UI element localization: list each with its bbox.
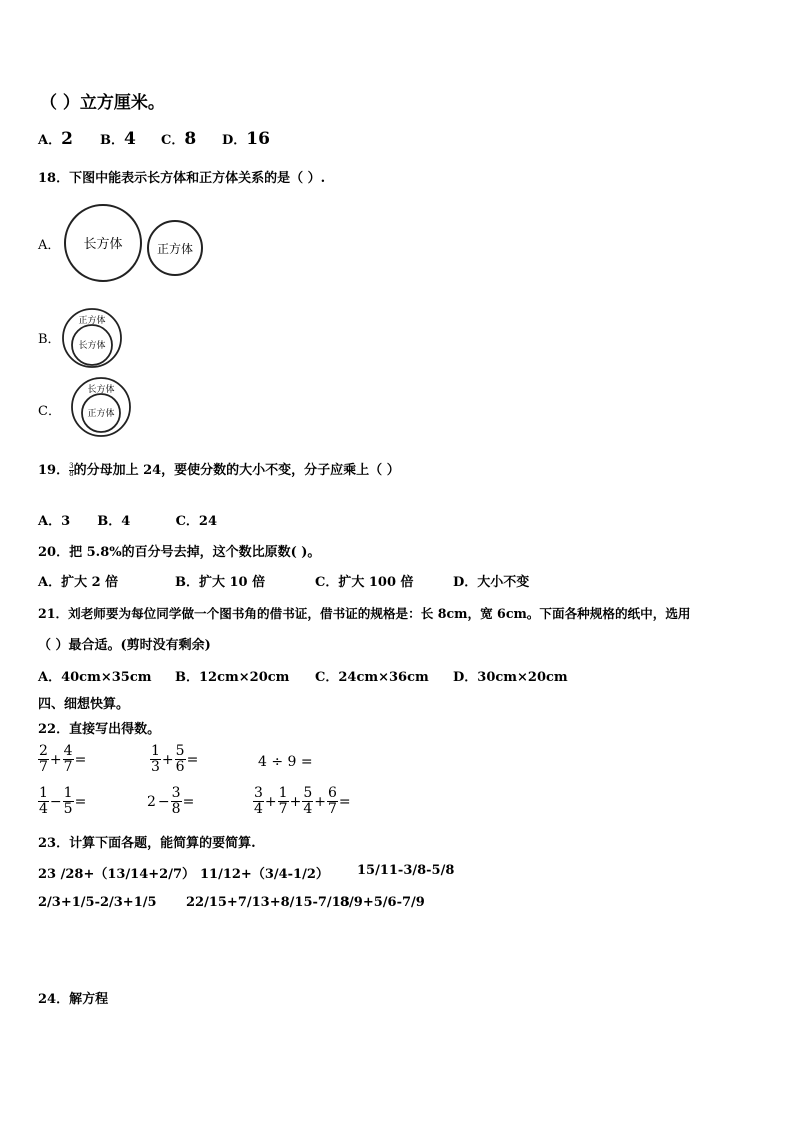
venn-diagram-a — [62, 200, 207, 285]
q21-option-a[interactable]: A．40cm×35cm — [38, 670, 152, 685]
cube-label: 正方体 — [87, 409, 115, 419]
venn-diagram-c — [70, 376, 132, 438]
q17-option-a[interactable]: A．2 — [38, 129, 73, 149]
section-heading: 四、细想快算。 — [38, 697, 130, 712]
q23-stem: 23．计算下面各题，能简算的要简算. — [38, 836, 256, 851]
q20-stem: 20．把 5.8%的百分号去掉，这个数比原数( )。 — [38, 545, 321, 560]
q23-item-3: 15/11-3/8-5/8 — [357, 863, 455, 878]
q20-option-c[interactable]: C．扩大 100 倍 — [315, 575, 414, 590]
q22-expr-3: 4 ÷ 9 = — [258, 754, 313, 770]
q24-stem: 24．解方程 — [38, 992, 109, 1007]
q23-item-4: 2/3+1/5-2/3+1/5 — [38, 895, 157, 910]
cuboid-label: 长方体 — [87, 385, 115, 395]
q18-stem: 18．下图中能表示长方体和正方体关系的是（ ）. — [38, 171, 326, 186]
q17-option-c[interactable]: C．8 — [161, 129, 197, 149]
q21-option-d[interactable]: D．30cm×20cm — [453, 670, 568, 685]
q23-item-2: 11/12+（3/4-1/2） — [200, 867, 329, 882]
q17-option-d[interactable]: D．16 — [222, 129, 270, 149]
q20-option-b[interactable]: B．扩大 10 倍 — [175, 575, 266, 590]
q22-expr-4: $\frac{1}{4}$ − $\frac{1}{5}$ = — [39, 785, 87, 817]
fraction-3-8: $\frac{3}{8}$ — [69, 462, 74, 478]
venn-diagram-b — [60, 308, 126, 368]
q18-option-b[interactable]: B． — [38, 332, 61, 347]
q23-item-5: 22/15+7/13+8/15-7/13 — [186, 895, 350, 910]
q21-option-c[interactable]: C．24cm×36cm — [315, 670, 429, 685]
q22-expr-1: $\frac{2}{7}$ + $\frac{4}{7}$ = — [39, 743, 87, 775]
q22-expr-2: $\frac{1}{3}$ + $\frac{5}{6}$ = — [151, 743, 199, 775]
q20-option-d[interactable]: D．大小不变 — [453, 575, 530, 590]
q18-option-a[interactable]: A． — [38, 238, 61, 253]
q18-option-c[interactable]: C． — [38, 404, 61, 419]
cube-label: 正方体 — [78, 316, 106, 326]
q22-stem: 22．直接写出得数。 — [38, 722, 161, 737]
q21-line2: （ ）最合适。(剪时没有剩余) — [38, 638, 211, 653]
cube-label: 正方体 — [156, 242, 194, 256]
q19-options[interactable]: A．3 B．4 C．24 — [38, 514, 218, 529]
q22-expr-5: 2 − $\frac{3}{8}$ = — [147, 785, 195, 817]
q23-item-6: 8/9+5/6-7/9 — [340, 895, 425, 910]
cuboid-label: 长方体 — [83, 237, 123, 252]
q17-tail: （ ）立方厘米。 — [40, 93, 165, 113]
q22-expr-6: $\frac{3}{4}$ + $\frac{1}{7}$ + $\frac{5}{4}$ + $\frac{6}{7}$ = — [254, 785, 351, 817]
q21-option-b[interactable]: B．12cm×20cm — [175, 670, 290, 685]
cuboid-label: 长方体 — [78, 341, 106, 351]
q21-line1: 21．刘老师要为每位同学做一个图书角的借书证，借书证的规格是：长 8cm，宽 6cm。下面各种规格的纸中，选用 — [38, 606, 691, 621]
q20-option-a[interactable]: A．扩大 2 倍 — [38, 575, 119, 590]
q17-option-b[interactable]: B．4 — [100, 129, 136, 149]
q23-item-1: 23 /28+（13/14+2/7） — [38, 867, 196, 882]
q19-stem: 19． $\frac{3}{8}$ 的分母加上 24，要使分数的大小不变，分子应乘上（ ） — [38, 462, 400, 478]
